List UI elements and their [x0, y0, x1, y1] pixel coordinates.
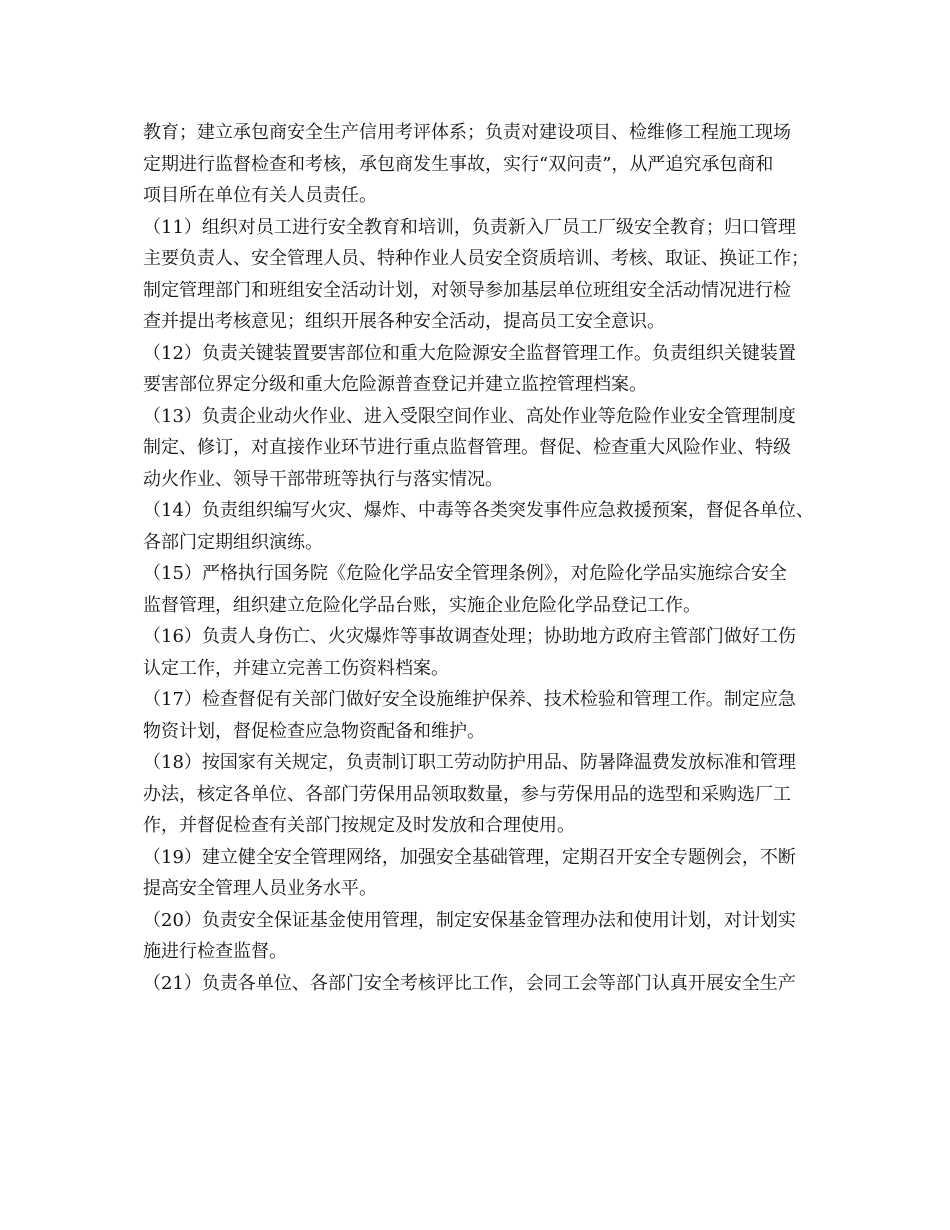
text-line: （21）负责各单位、各部门安全考核评比工作，会同工会等部门认真开展安全生产: [143, 972, 796, 994]
text-line: （18）按国家有关规定，负责制订职工劳动防护用品、防暑降温费发放标准和管理: [143, 752, 796, 773]
text-line: 定期进行监督检查和考核，承包商发生事故，实行“双问责”，从严追究承包商和: [143, 153, 774, 175]
text-line: 制定管理部门和班组安全活动计划，对领导参加基层单位班组安全活动情况进行检: [143, 279, 791, 301]
text-line: 查并提出考核意见；组织开展各种安全活动，提高员工安全意识。: [143, 311, 665, 332]
text-line: 施进行检查监督。: [143, 941, 287, 962]
text-line: 监督管理，组织建立危险化学品台账，实施企业危险化学品登记工作。: [143, 594, 701, 616]
text-line: 办法，核定各单位、各部门劳保用品领取数量，参与劳保用品的选型和采购选厂工: [143, 783, 791, 805]
text-line: （12）负责关键装置要害部位和重大危险源安全监督管理工作。负责组织关键装置: [143, 342, 796, 364]
text-line: （11）组织对员工进行安全教育和培训，负责新入厂员工厂级安全教育；归口管理: [143, 216, 796, 238]
text-line: 主要负责人、安全管理人员、特种作业人员安全资质培训、考核、取证、换证工作；: [143, 248, 809, 269]
text-line: （13）负责企业动火作业、进入受限空间作业、高处作业等危险作业安全管理制度: [143, 405, 796, 427]
text-line: （19）建立健全安全管理网络，加强安全基础管理，定期召开安全专题例会，不断: [143, 846, 796, 868]
text-line: 要害部位界定分级和重大危险源普查登记并建立监控管理档案。: [143, 374, 647, 395]
text-line: 项目所在单位有关人员责任。: [143, 185, 377, 206]
text-line: （14）负责组织编写火灾、爆炸、中毒等各类突发事件应急救援预案，督促各单位、: [143, 500, 814, 521]
document-body: [143, 117, 823, 999]
text-line: 各部门定期组织演练。: [143, 531, 323, 553]
text-line: 教育；建立承包商安全生产信用考评体系；负责对建设项目、检维修工程施工现场: [143, 122, 791, 143]
text-line: 制定、修订，对直接作业环节进行重点监督管理。督促、检查重大风险作业、特级: [143, 437, 791, 458]
text-line: （17）检查督促有关部门做好安全设施维护保养、技术检验和管理工作。制定应急: [143, 689, 796, 710]
text-line: 提高安全管理人员业务水平。: [143, 878, 377, 899]
text-line: （20）负责安全保证基金使用管理，制定安保基金管理办法和使用计划，对计划实: [143, 909, 796, 931]
text-line: 物资计划，督促检查应急物资配备和维护。: [143, 720, 485, 742]
text-line: 作，并督促检查有关部门按规定及时发放和合理使用。: [143, 815, 575, 836]
text-line: （15）严格执行国务院《危险化学品安全管理条例》，对危险化学品实施综合安全: [143, 563, 787, 584]
text-line: （16）负责人身伤亡、火灾爆炸等事故调查处理；协助地方政府主管部门做好工伤: [143, 626, 796, 647]
text-line: 认定工作，并建立完善工伤资料档案。: [143, 657, 449, 679]
text-line: 动火作业、领导干部带班等执行与落实情况。: [143, 468, 503, 490]
